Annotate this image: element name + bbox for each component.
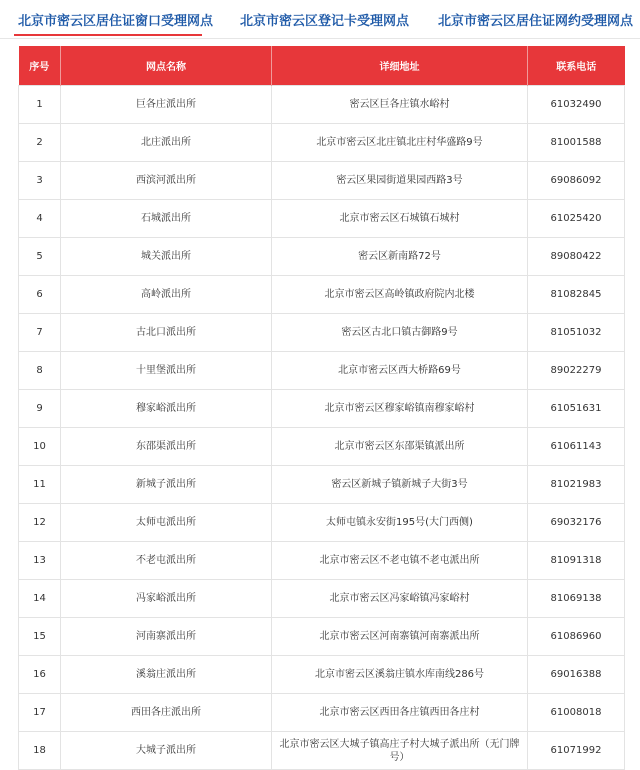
cell-point-name: 太师屯派出所: [61, 504, 272, 542]
cell-phone: 61032490: [528, 86, 625, 124]
table-row: [19, 580, 625, 618]
table-row: [19, 124, 625, 162]
table-row: [19, 314, 625, 352]
cell-point-name: 冯家峪派出所: [61, 580, 272, 618]
cell-phone: 61086960: [528, 618, 625, 656]
cell-serial-number: 13: [19, 542, 61, 580]
cell-address: 北京市密云区高岭镇政府院内北楼: [272, 276, 528, 314]
table-row: [19, 618, 625, 656]
cell-point-name: 石城派出所: [61, 200, 272, 238]
cell-point-name: 新城子派出所: [61, 466, 272, 504]
cell-point-name: 西田各庄派出所: [61, 694, 272, 732]
cell-phone: 61025420: [528, 200, 625, 238]
cell-serial-number: 3: [19, 162, 61, 200]
cell-serial-number: 14: [19, 580, 61, 618]
cell-phone: 69086092: [528, 162, 625, 200]
cell-address: 北京市密云区大城子镇高庄子村大城子派出所（无门牌号）: [272, 732, 528, 770]
cell-point-name: 河南寨派出所: [61, 618, 272, 656]
header-phone: 联系电话: [528, 46, 625, 86]
service-points-table: [18, 46, 625, 770]
cell-phone: 81001588: [528, 124, 625, 162]
table-row: [19, 542, 625, 580]
cell-phone: 81091318: [528, 542, 625, 580]
cell-address: 北京市密云区不老屯镇不老屯派出所: [272, 542, 528, 580]
cell-address: 北京市密云区穆家峪镇南穆家峪村: [272, 390, 528, 428]
header-point-name: 网点名称: [61, 46, 272, 86]
cell-phone: 89022279: [528, 352, 625, 390]
cell-phone: 81069138: [528, 580, 625, 618]
cell-phone: 81021983: [528, 466, 625, 504]
cell-phone: 61061143: [528, 428, 625, 466]
cell-serial-number: 9: [19, 390, 61, 428]
table-body: [19, 86, 625, 770]
table-row: [19, 86, 625, 124]
cell-phone: 81051032: [528, 314, 625, 352]
active-tab-indicator: [14, 34, 202, 36]
cell-address: 北京市密云区西大桥路69号: [272, 352, 528, 390]
cell-phone: 61051631: [528, 390, 625, 428]
header-serial-number: 序号: [19, 46, 61, 86]
cell-serial-number: 10: [19, 428, 61, 466]
cell-address: 北京市密云区北庄镇北庄村华盛路9号: [272, 124, 528, 162]
table-row: [19, 428, 625, 466]
cell-serial-number: 5: [19, 238, 61, 276]
tab-bar: [0, 0, 640, 39]
cell-phone: 89080422: [528, 238, 625, 276]
cell-phone: 69016388: [528, 656, 625, 694]
cell-address: 北京市密云区河南寨镇河南寨派出所: [272, 618, 528, 656]
cell-serial-number: 4: [19, 200, 61, 238]
cell-address: 北京市密云区溪翁庄镇水库南线286号: [272, 656, 528, 694]
table-row: [19, 390, 625, 428]
table-row: [19, 466, 625, 504]
cell-phone: 61071992: [528, 732, 625, 770]
cell-address: 密云区新南路72号: [272, 238, 528, 276]
table-row: [19, 276, 625, 314]
cell-address: 密云区古北口镇古御路9号: [272, 314, 528, 352]
table-row: [19, 732, 625, 770]
cell-address: 北京市密云区石城镇石城村: [272, 200, 528, 238]
cell-point-name: 十里堡派出所: [61, 352, 272, 390]
cell-phone: 81082845: [528, 276, 625, 314]
cell-address: 密云区巨各庄镇水峪村: [272, 86, 528, 124]
header-address: 详细地址: [272, 46, 528, 86]
cell-point-name: 东邵渠派出所: [61, 428, 272, 466]
cell-point-name: 不老屯派出所: [61, 542, 272, 580]
cell-serial-number: 18: [19, 732, 61, 770]
cell-address: 北京市密云区东邵渠镇派出所: [272, 428, 528, 466]
table-row: [19, 694, 625, 732]
table-header-row: [19, 46, 625, 86]
tab-registration-card[interactable]: 北京市密云区登记卡受理网点: [240, 14, 410, 29]
cell-point-name: 大城子派出所: [61, 732, 272, 770]
cell-point-name: 高岭派出所: [61, 276, 272, 314]
cell-serial-number: 12: [19, 504, 61, 542]
cell-serial-number: 15: [19, 618, 61, 656]
cell-serial-number: 1: [19, 86, 61, 124]
cell-address: 北京市密云区冯家峪镇冯家峪村: [272, 580, 528, 618]
cell-point-name: 巨各庄派出所: [61, 86, 272, 124]
cell-serial-number: 16: [19, 656, 61, 694]
cell-serial-number: 7: [19, 314, 61, 352]
cell-serial-number: 6: [19, 276, 61, 314]
cell-point-name: 溪翁庄派出所: [61, 656, 272, 694]
cell-serial-number: 8: [19, 352, 61, 390]
cell-point-name: 北庄派出所: [61, 124, 272, 162]
table-row: [19, 352, 625, 390]
cell-serial-number: 2: [19, 124, 61, 162]
cell-point-name: 穆家峪派出所: [61, 390, 272, 428]
tab-residence-permit-online[interactable]: 北京市密云区居住证网约受理网点: [438, 14, 634, 29]
table-row: [19, 162, 625, 200]
table-row: [19, 656, 625, 694]
table-row: [19, 200, 625, 238]
cell-point-name: 古北口派出所: [61, 314, 272, 352]
table-row: [19, 504, 625, 542]
cell-address: 密云区果园街道果园西路3号: [272, 162, 528, 200]
tab-residence-permit-window[interactable]: 北京市密云区居住证窗口受理网点: [18, 14, 214, 29]
table-row: [19, 238, 625, 276]
cell-serial-number: 11: [19, 466, 61, 504]
cell-address: 密云区新城子镇新城子大街3号: [272, 466, 528, 504]
cell-phone: 69032176: [528, 504, 625, 542]
cell-phone: 61008018: [528, 694, 625, 732]
cell-point-name: 西滨河派出所: [61, 162, 272, 200]
cell-address: 北京市密云区西田各庄镇西田各庄村: [272, 694, 528, 732]
cell-address: 太师屯镇永安街195号(大门西侧): [272, 504, 528, 542]
cell-serial-number: 17: [19, 694, 61, 732]
cell-point-name: 城关派出所: [61, 238, 272, 276]
